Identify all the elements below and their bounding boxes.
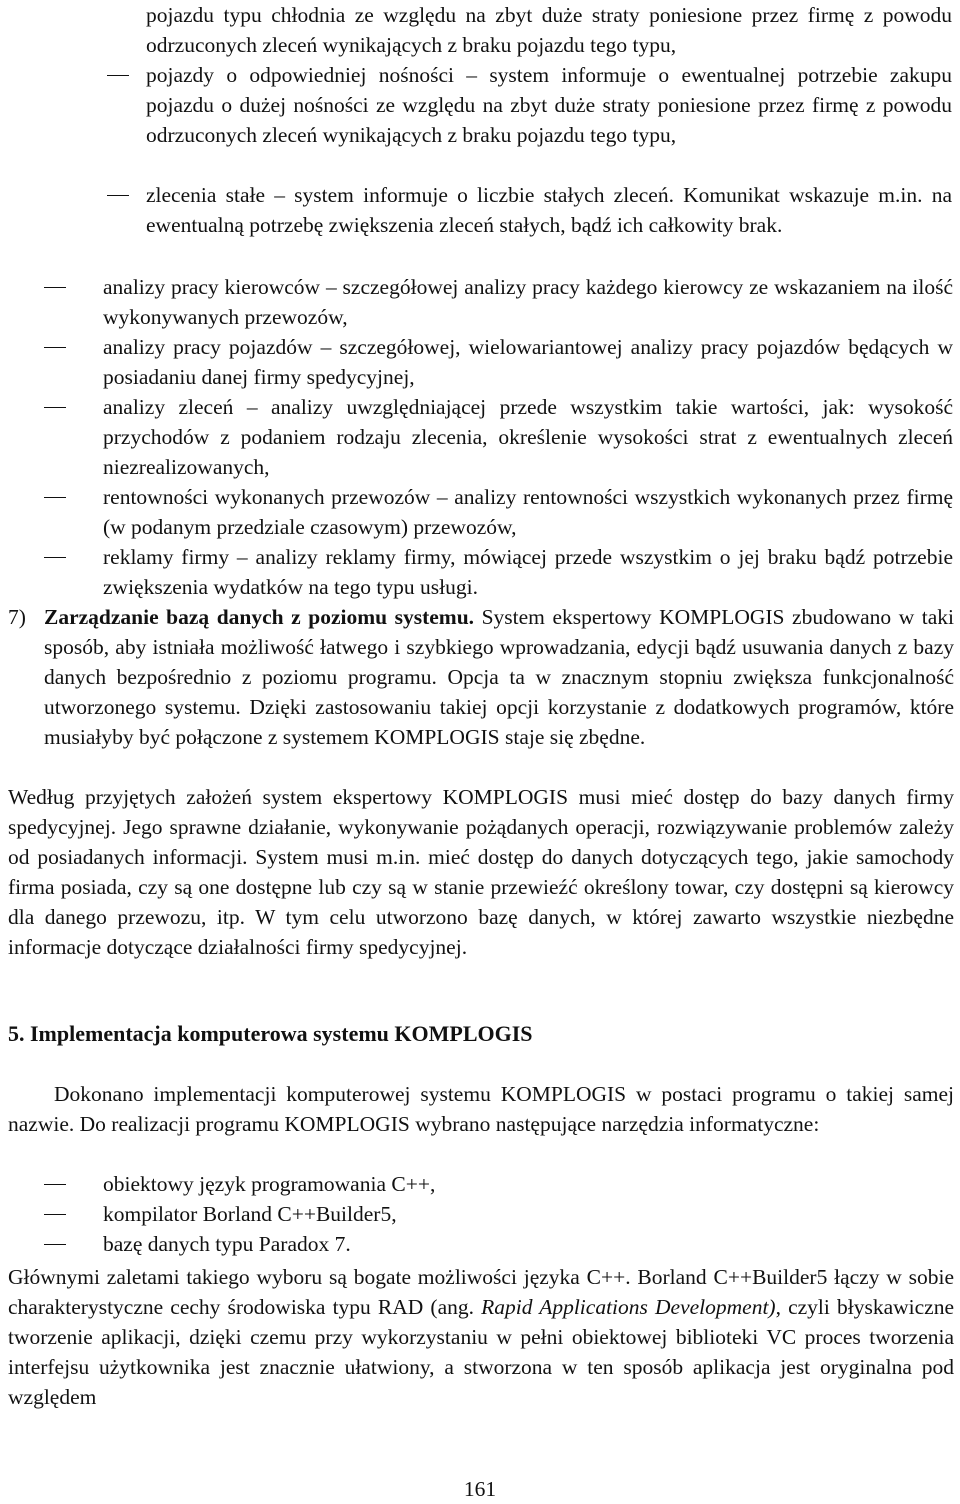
section-7-number: 7) <box>8 605 26 629</box>
page-number: 161 <box>463 1477 497 1501</box>
analysis-item-advertising: reklamy firmy – analizy reklamy firmy, mówiącej przede wszystkim o jej braku bądź potrzebie zwiększenia wydatków na tego typu usługi. <box>103 545 953 599</box>
tool-item-compiler: kompilator Borland C++Builder5, <box>103 1202 397 1226</box>
dash-bullet <box>44 1244 66 1245</box>
tool-item-database: bazę danych typu Paradox 7. <box>103 1232 351 1256</box>
section-7-title: Zarządzanie bazą danych z poziomu systemu. <box>44 605 475 629</box>
analysis-item-orders: analizy zleceń – analizy uwzględniającej przede wszystkim takie wartości, jak: wysokość przychodów z podaniem rodzaju zlecenia, określenie wysokości strat z ewentualnych zleceń niezrealizowanych, <box>103 395 953 479</box>
dash-bullet <box>44 287 66 288</box>
dash-bullet <box>44 1214 66 1215</box>
dash-bullet <box>44 557 66 558</box>
nested-item-2: pojazdy o odpowiedniej nośności – system informuje o ewentualnej potrzebie zakupu pojazdu o dużej nośności ze względu na zbyt duże straty poniesione przez firmę z powodu odrzuconych zleceń wynikających z braku pojazdu tego typu, <box>146 63 952 147</box>
paragraph-glownymi-end: , czyli błyskawiczne tworzenie aplikacji, dzięki czemu przy wykorzystaniu w pełni obiektowej biblioteki VC proces tworzenia interfejsu użytkownika jest znacznie ułatwiony, a stworzona w ten sposób aplikacja jest oryginalna pod względem <box>8 1295 954 1409</box>
section-7-text: System ekspertowy KOMPLOGIS zbudowano w taki sposób, aby istniała możliwość łatwego i szybkiego wprowadzania, edycji bądź usuwania danych z bazy danych bezpośrednio z poziomu programu. Opcja ta w znacznym stopniu zwiększa funkcjonalność utworzonego systemu. Dzięki zastosowaniu takiej opcji korzystanie z dodatkowych programów, które musiałyby być połączone z systemem KOMPLOGIS staje się zbędne. <box>44 605 954 749</box>
nested-item-1: pojazdu typu chłodnia ze względu na zbyt duże straty poniesione przez firmę z powodu odrzuconych zleceń wynikających z braku pojazdu tego typu, <box>146 3 952 57</box>
nested-item-3: zlecenia stałe – system informuje o liczbie stałych zleceń. Komunikat wskazuje m.in. na ewentualną potrzebę zwiększenia zleceń stałych, bądź ich całkowity brak. <box>146 183 952 237</box>
dash-bullet <box>44 1184 66 1185</box>
paragraph-glownymi-start: Głównymi zaletami takiego wyboru są bogate możliwości języka C++. Borland C++Builder5 łączy w sobie charakterystyczne cechy środowiska typu RAD (ang. <box>8 1265 954 1319</box>
dash-bullet <box>107 75 129 76</box>
paragraph-glownymi <box>8 1262 954 1412</box>
section-7-paragraph <box>44 602 954 752</box>
dash-bullet <box>44 497 66 498</box>
dash-bullet <box>44 347 66 348</box>
analysis-item-vehicles: analizy pracy pojazdów – szczegółowej, wielowariantowej analizy pracy pojazdów będących w posiadaniu danej firmy spedycyjnej, <box>103 335 953 389</box>
dash-bullet <box>44 407 66 408</box>
paragraph-glownymi-italic: Rapid Applications Development) <box>481 1295 776 1319</box>
section-5-heading: 5. Implementacja komputerowa systemu KOMPLOGIS <box>8 1021 533 1046</box>
dash-bullet <box>107 195 129 196</box>
tool-item-cpp: obiektowy język programowania C++, <box>103 1172 436 1196</box>
analysis-item-drivers: analizy pracy kierowców – szczegółowej analizy pracy każdego kierowcy ze wskazaniem na ilość wykonywanych przewozów, <box>103 275 953 329</box>
paragraph-wedlug: Według przyjętych założeń system ekspertowy KOMPLOGIS musi mieć dostęp do bazy danych firmy spedycyjnej. Jego sprawne działanie, wykonywanie pożądanych operacji, rozwiązywanie problemów zależy od posiadanych informacji. System musi m.in. mieć dostęp do danych dotyczących tego, jakie samochody firma posiada, czy są one dostępne lub czy są w stanie przewieźć określony towar, czy dostępni są kierowcy dla danego przewozu, itp. W tym celu utworzono bazę danych, w której zawarto wszystkie niezbędne informacje dotyczące działalności firmy spedycyjnej. <box>8 785 954 959</box>
analysis-item-profitability: rentowności wykonanych przewozów – analizy rentowności wszystkich wykonanych przez firmę (w podanym przedziale czasowym) przewozów, <box>103 485 953 539</box>
paragraph-dokonano: Dokonano implementacji komputerowej systemu KOMPLOGIS w postaci programu o takiej samej nazwie. Do realizacji programu KOMPLOGIS wybrano następujące narzędzia informatyczne: <box>8 1082 954 1136</box>
